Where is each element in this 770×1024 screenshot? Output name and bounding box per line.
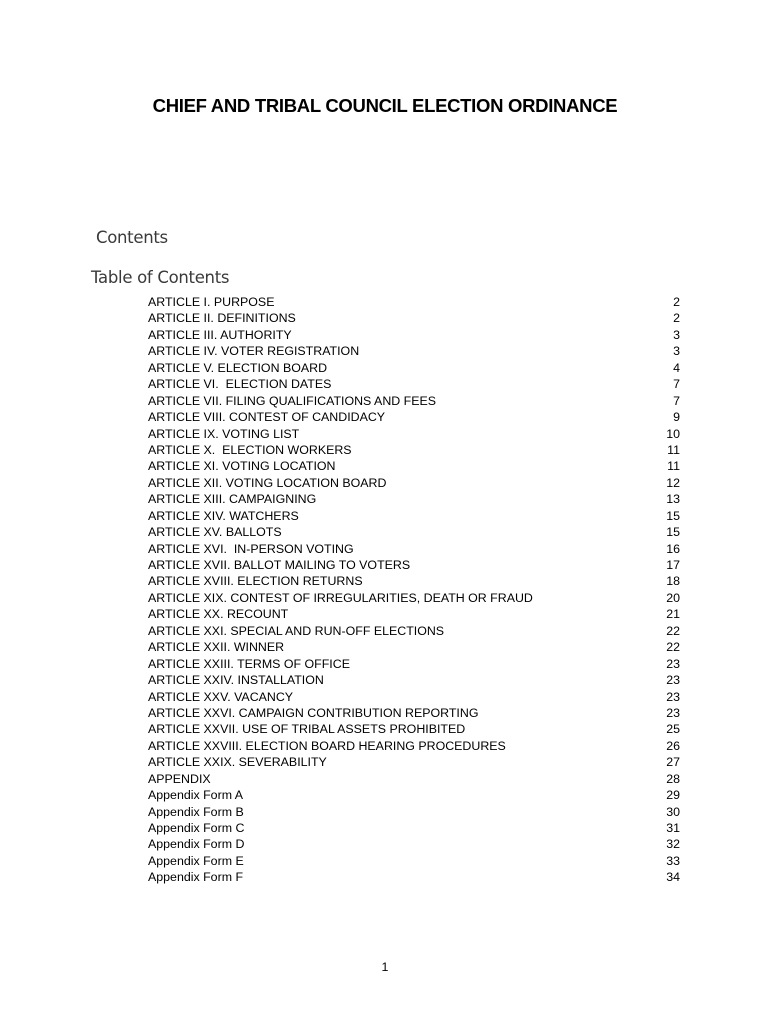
- toc-entry[interactable]: [148, 590, 680, 606]
- toc-entry-label: ARTICLE XXIII. TERMS OF OFFICE: [148, 656, 350, 671]
- toc-entry-page: 4: [673, 360, 680, 375]
- toc-entry[interactable]: [148, 869, 680, 885]
- toc-entry-label: ARTICLE XVII. BALLOT MAILING TO VOTERS: [148, 558, 411, 572]
- toc-entry-label: ARTICLE XXVIII. ELECTION BOARD HEARING PROCEDURES: [148, 738, 506, 753]
- toc-entry[interactable]: [148, 689, 680, 705]
- table-of-contents-heading: Table of Contents: [91, 268, 230, 287]
- toc-entry[interactable]: [148, 804, 680, 820]
- toc-entry-page: 2: [673, 295, 680, 309]
- toc-entry[interactable]: [148, 376, 680, 392]
- toc-entry[interactable]: [148, 393, 680, 409]
- toc-entry-page: 20: [666, 590, 680, 605]
- toc-entry-page: 26: [666, 738, 680, 753]
- toc-entry[interactable]: [148, 524, 680, 540]
- toc-entry-page: 28: [666, 771, 680, 786]
- toc-entry-label: ARTICLE IV. VOTER REGISTRATION: [148, 344, 360, 359]
- toc-entry-page: 30: [666, 804, 680, 819]
- toc-entry-page: 27: [666, 755, 680, 770]
- toc-entry[interactable]: [148, 639, 680, 655]
- toc-entry-label: ARTICLE XX. RECOUNT: [148, 607, 289, 622]
- toc-entry-page: 21: [666, 607, 680, 622]
- toc-entry[interactable]: [148, 475, 680, 491]
- toc-entry-label: ARTICLE XI. VOTING LOCATION: [148, 459, 336, 474]
- toc-entry-label: ARTICLE II. DEFINITIONS: [148, 311, 296, 326]
- toc-entry-label: ARTICLE XVI. IN-PERSON VOTING: [148, 541, 354, 556]
- toc-entry-page: 16: [666, 541, 680, 556]
- toc-entry-label: ARTICLE VI. ELECTION DATES: [148, 377, 332, 392]
- toc-entry-page: 2: [673, 311, 680, 326]
- page-number: 1: [381, 960, 389, 974]
- toc-entry-label: ARTICLE V. ELECTION BOARD: [148, 360, 328, 375]
- toc-entry[interactable]: [148, 721, 680, 737]
- toc-entry[interactable]: [148, 738, 680, 754]
- toc-entry-page: 11: [667, 442, 680, 457]
- toc-entry-label: ARTICLE VIII. CONTEST OF CANDIDACY: [148, 410, 386, 425]
- toc-entry[interactable]: [148, 606, 680, 622]
- toc-entry-label: ARTICLE IX. VOTING LIST: [148, 426, 300, 441]
- toc-entry-label: ARTICLE XXVI. CAMPAIGN CONTRIBUTION REPORTING: [148, 705, 479, 720]
- toc-entry-page: 7: [673, 377, 680, 392]
- toc-entry-page: 18: [666, 574, 680, 589]
- toc-entry-page: 31: [666, 821, 680, 835]
- toc-entry-label: ARTICLE XIV. WATCHERS: [148, 508, 299, 523]
- toc-entry-label: ARTICLE XXII. WINNER: [148, 640, 285, 655]
- toc-entry-page: 23: [666, 705, 680, 720]
- toc-entry-label: ARTICLE XXIV. INSTALLATION: [148, 673, 324, 688]
- toc-entry[interactable]: [148, 409, 680, 425]
- toc-entry-page: 23: [666, 689, 680, 704]
- toc-entry-page: 22: [666, 640, 680, 655]
- toc-entry-label: Appendix Form C: [148, 821, 245, 835]
- toc-entry[interactable]: [148, 343, 680, 359]
- toc-entry[interactable]: [148, 672, 680, 688]
- toc-entry-page: 9: [673, 410, 680, 425]
- toc-entry[interactable]: [148, 426, 680, 442]
- toc-entry[interactable]: [148, 491, 680, 507]
- toc-entry-label: ARTICLE XXVII. USE OF TRIBAL ASSETS PROHIBITED: [148, 722, 466, 737]
- toc-entry-label: ARTICLE XII. VOTING LOCATION BOARD: [148, 475, 387, 490]
- toc-entry-page: 25: [666, 722, 680, 737]
- toc-entry-page: 10: [666, 426, 680, 441]
- contents-heading: Contents: [96, 228, 168, 247]
- toc-entry-page: 13: [666, 492, 680, 507]
- toc-entry[interactable]: [148, 754, 680, 770]
- toc-entry-page: 3: [673, 344, 680, 359]
- toc-entry-label: Appendix Form D: [148, 837, 245, 852]
- toc-entry[interactable]: [148, 623, 680, 639]
- toc-entry-page: 22: [666, 623, 680, 638]
- toc-entry-page: 12: [666, 475, 680, 490]
- toc-entry[interactable]: [148, 820, 680, 836]
- toc-entry-label: ARTICLE XVIII. ELECTION RETURNS: [148, 574, 363, 589]
- toc-entry[interactable]: [148, 442, 680, 458]
- toc-entry[interactable]: [148, 836, 680, 852]
- toc-entry-page: 33: [666, 853, 680, 868]
- document-title: CHIEF AND TRIBAL COUNCIL ELECTION ORDINANCE: [152, 95, 618, 116]
- toc-entry-page: 7: [673, 393, 680, 408]
- toc-entry-label: APPENDIX: [148, 771, 211, 786]
- toc-entry[interactable]: [148, 310, 680, 326]
- table-of-contents-list: [148, 294, 680, 886]
- toc-entry-label: Appendix Form B: [148, 804, 244, 819]
- toc-entry-label: ARTICLE VII. FILING QUALIFICATIONS AND FEES: [148, 393, 437, 408]
- toc-entry-page: 11: [667, 459, 680, 474]
- toc-entry-page: 15: [666, 525, 680, 540]
- toc-entry[interactable]: [148, 327, 680, 343]
- toc-entry-page: 23: [666, 673, 680, 688]
- toc-entry-label: ARTICLE XXI. SPECIAL AND RUN-OFF ELECTIONS: [148, 623, 445, 638]
- toc-entry[interactable]: [148, 656, 680, 672]
- toc-entry-label: Appendix Form F: [148, 870, 244, 885]
- toc-entry[interactable]: [148, 853, 680, 869]
- toc-entry-label: Appendix Form A: [148, 788, 244, 803]
- toc-entry-page: 15: [666, 508, 680, 523]
- toc-entry-label: ARTICLE III. AUTHORITY: [148, 327, 292, 342]
- toc-entry[interactable]: [148, 573, 680, 589]
- toc-entry-label: ARTICLE XIII. CAMPAIGNING: [148, 492, 317, 507]
- toc-entry-label: ARTICLE I. PURPOSE: [148, 295, 275, 309]
- toc-entry-page: 32: [666, 837, 680, 852]
- toc-entry[interactable]: [148, 705, 680, 721]
- toc-entry[interactable]: [148, 458, 680, 474]
- toc-entry[interactable]: [148, 771, 680, 787]
- toc-entry-page: 34: [666, 870, 680, 885]
- toc-entry[interactable]: [148, 360, 680, 376]
- toc-entry[interactable]: [148, 294, 680, 310]
- toc-entry-page: 3: [673, 327, 680, 342]
- toc-entry-label: ARTICLE XIX. CONTEST OF IRREGULARITIES, DEATH OR FRAUD: [148, 590, 533, 605]
- toc-entry-page: 29: [666, 788, 680, 803]
- toc-entry-page: 17: [666, 558, 680, 572]
- toc-entry-label: ARTICLE XV. BALLOTS: [148, 525, 282, 540]
- toc-entry[interactable]: [148, 541, 680, 557]
- toc-entry[interactable]: [148, 557, 680, 573]
- toc-entry-label: ARTICLE X. ELECTION WORKERS: [148, 442, 352, 457]
- toc-entry[interactable]: [148, 508, 680, 524]
- toc-entry-label: Appendix Form E: [148, 853, 244, 868]
- toc-entry-label: ARTICLE XXV. VACANCY: [148, 689, 294, 704]
- toc-entry-label: ARTICLE XXIX. SEVERABILITY: [148, 755, 327, 770]
- toc-entry-page: 23: [666, 656, 680, 671]
- toc-entry[interactable]: [148, 787, 680, 803]
